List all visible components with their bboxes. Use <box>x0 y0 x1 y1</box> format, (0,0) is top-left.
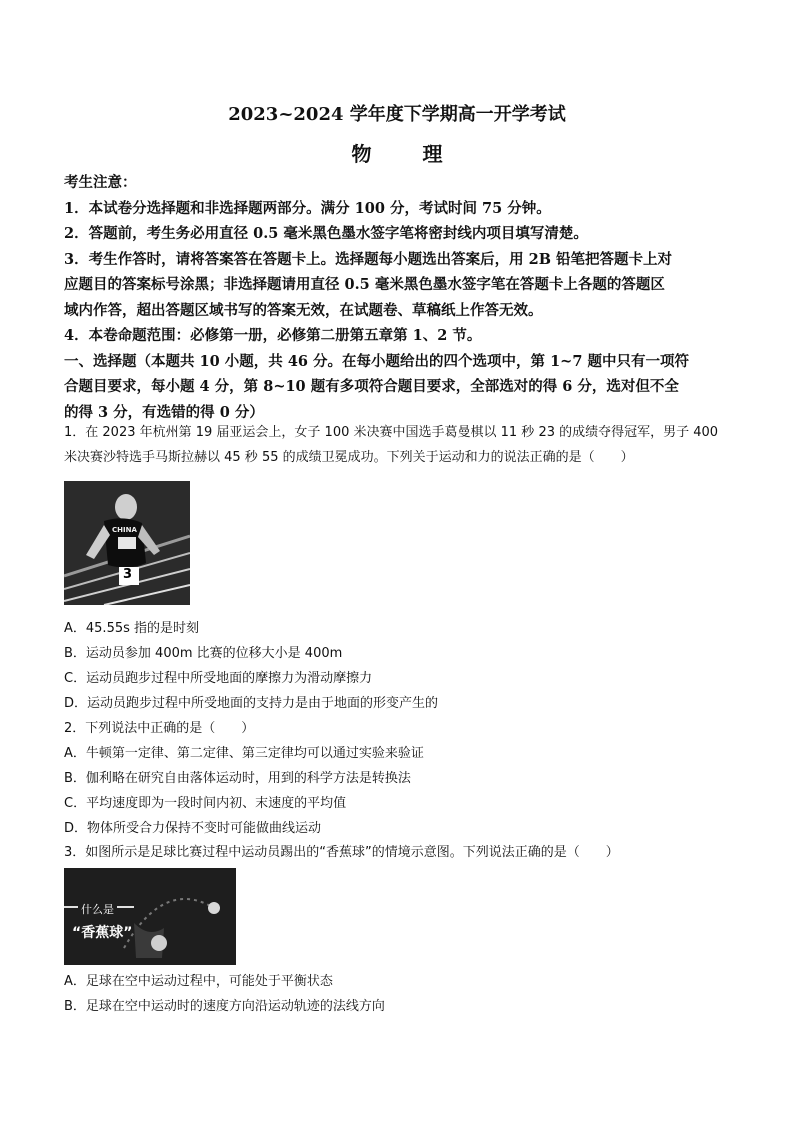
bib-number: 3 <box>123 567 133 582</box>
question-1-stem-line: 1．在 2023 年杭州第 19 届亚运会上，女子 100 米决赛中国选手葛曼棋以 11 秒 23 的成绩夺得冠军，男子 400 <box>64 425 719 440</box>
option: B．足球在空中运动时的速度方向沿运动轨迹的法线方向 <box>64 999 385 1014</box>
notice-item: 域内作答，超出答题区域书写的答案无效，在试题卷、草稿纸上作答无效。 <box>64 301 543 319</box>
exam-title: 2023~2024 学年度下学期高一开学考试 <box>228 104 566 125</box>
question-1-options <box>64 616 734 716</box>
option: A．45.55s 指的是时刻 <box>64 621 200 636</box>
option: C．平均速度即为一段时间内初、末速度的平均值 <box>64 796 347 811</box>
notice-item: 3．考生作答时，请将答案答在答题卡上。选择题每小题选出答案后，用 2B 铅笔把答题卡上对 <box>64 250 673 268</box>
question-3-stem <box>64 840 734 865</box>
option: B．运动员参加 400m 比赛的位移大小是 400m <box>64 646 343 661</box>
question-3-stem-line: 3．如图所示是足球比赛过程中运动员踢出的“香蕉球”的情境示意图。下列说法正确的是（ ） <box>64 845 619 860</box>
question-1-stem <box>64 420 734 470</box>
option: A．足球在空中运动过程中，可能处于平衡状态 <box>64 974 333 989</box>
runner-photo <box>64 481 190 605</box>
option: D．运动员跑步过程中所受地面的支持力是由于地面的形变产生的 <box>64 696 439 711</box>
notice-heading: 考生注意： <box>64 174 137 191</box>
notice-item: 4．本卷命题范围：必修第一册，必修第二册第五章第 1、2 节。 <box>64 327 482 344</box>
subject-title: 物 理 <box>351 142 465 166</box>
question-3-options <box>64 969 734 1019</box>
option: C．运动员跑步过程中所受地面的摩擦力为滑动摩擦力 <box>64 671 373 686</box>
notice-item: 应题目的答案标号涂黑；非选择题请用直径 0.5 毫米黑色墨水签字笔在答题卡上各题的答题区 <box>64 276 665 293</box>
image-caption-line1: 什么是 <box>78 901 117 917</box>
option: D．物体所受合力保持不变时可能做曲线运动 <box>64 821 322 836</box>
section-heading-line: 合题目要求，每小题 4 分，第 8~10 题有多项符合题目要求，全部选对的得 6 分，选对但不全 <box>64 378 679 395</box>
question-1-stem-line: 米决赛沙特选手马斯拉赫以 45 秒 55 的成绩卫冕成功。下列关于运动和力的说法正确的是（ ） <box>64 450 634 465</box>
option: A．牛顿第一定律、第二定律、第三定律均可以通过实验来验证 <box>64 746 424 761</box>
section-heading-line: 一、选择题（本题共 10 小题，共 46 分。在每小题给出的四个选项中，第 1~7 题中只有一项符 <box>64 352 689 370</box>
question-2-stem: 2．下列说法中正确的是（ ） <box>64 721 255 736</box>
notice-section <box>64 170 734 425</box>
section-heading-line: 的得 3 分，有选错的得 0 分） <box>64 403 264 421</box>
banana-ball-image <box>64 868 236 965</box>
image-caption-line2: “香蕉球” <box>72 925 133 941</box>
runner-illustration <box>64 481 190 605</box>
question-2 <box>64 716 734 841</box>
shirt-text: CHINA <box>112 526 137 534</box>
notice-item: 2．答题前，考生务必用直径 0.5 毫米黑色墨水签字笔将密封线内项目填写清楚。 <box>64 225 588 242</box>
notice-item: 1．本试卷分选择题和非选择题两部分。满分 100 分，考试时间 75 分钟。 <box>64 199 551 217</box>
option: B．伽利略在研究自由落体运动时，用到的科学方法是转换法 <box>64 771 411 786</box>
